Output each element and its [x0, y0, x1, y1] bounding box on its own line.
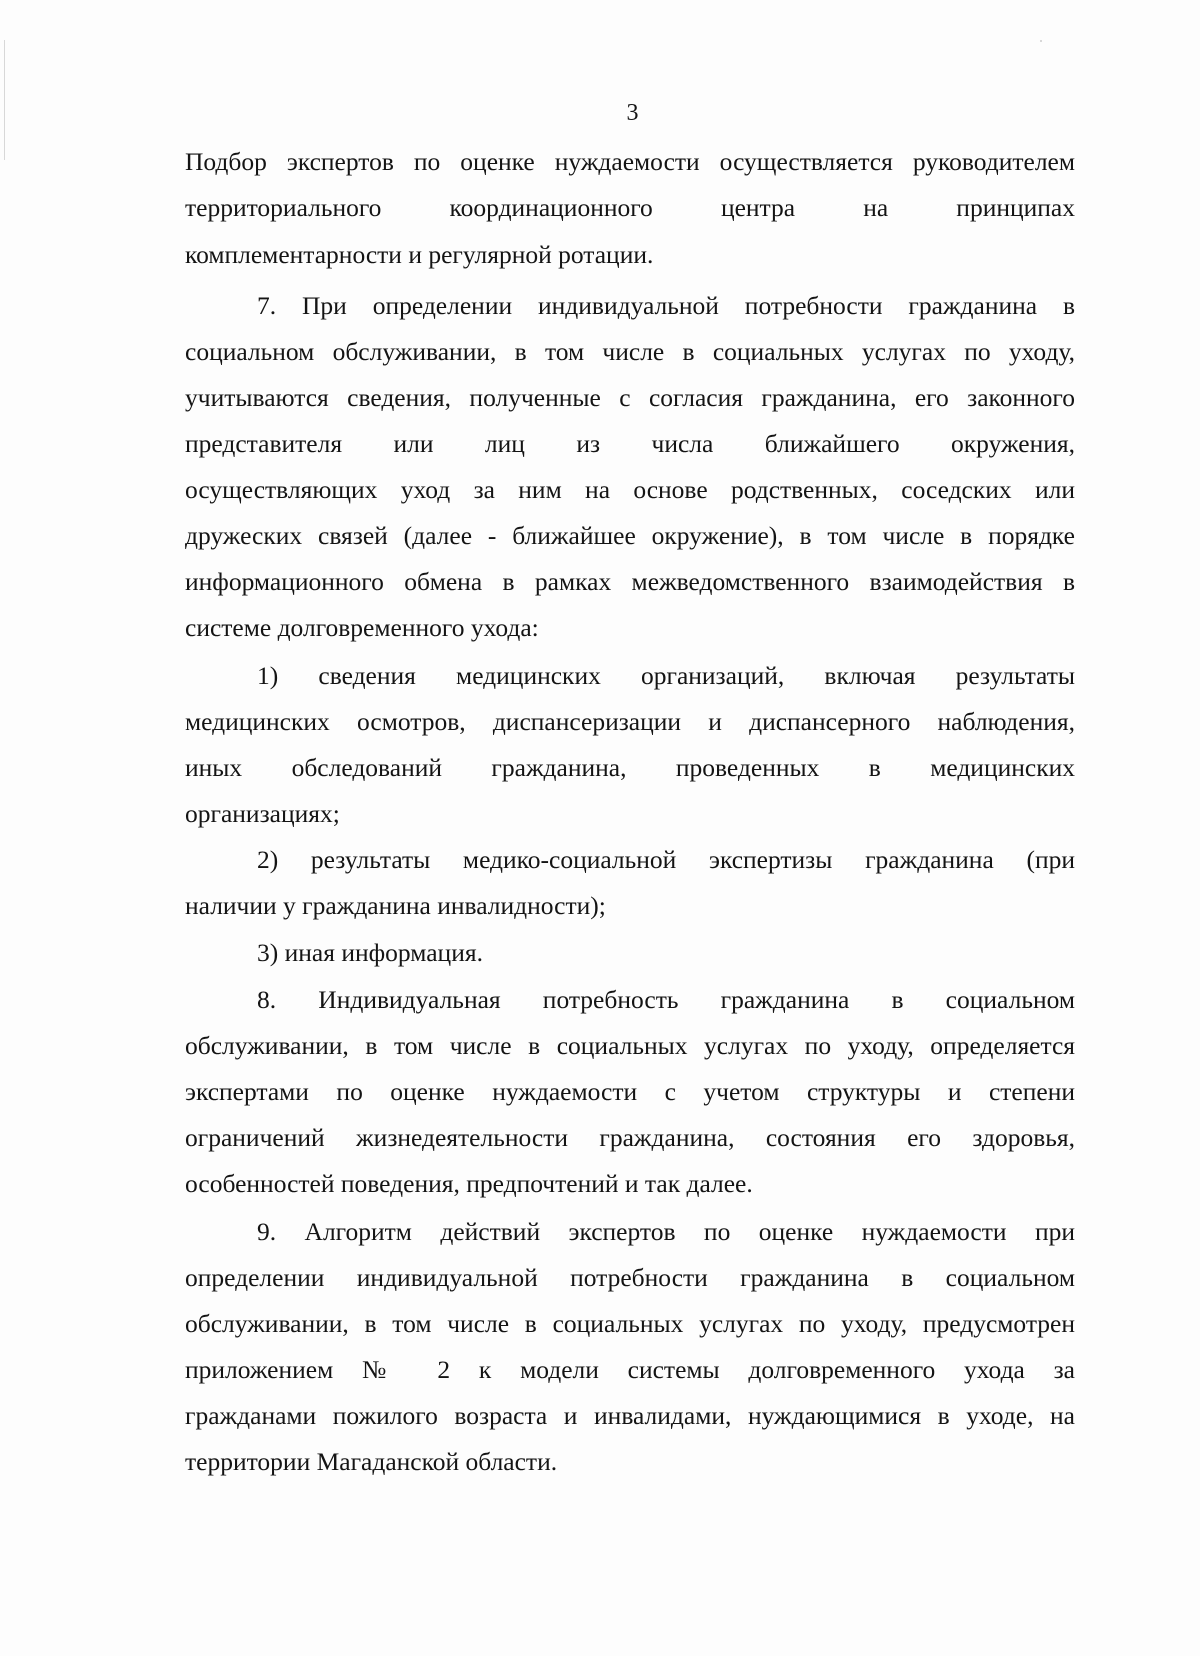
text-line: наличии у гражданина инвалидности); [185, 891, 606, 920]
text-line: территории Магаданской области. [185, 1447, 558, 1476]
text-line: ограничений жизнедеятельности гражданина, состояния его здоровья, [185, 1123, 1075, 1152]
text-line: учитываются сведения, полученные с согласия гражданина, его законного [185, 383, 1075, 412]
text-line: информационного обмена в рамках межведомственного взаимодействия в [185, 567, 1075, 596]
text-line: социальном обслуживании, в том числе в социальных услугах по уходу, [185, 337, 1075, 366]
text-line: экспертами по оценке нуждаемости с учетом структуры и степени [185, 1077, 1075, 1106]
text-line: системе долговременного ухода: [185, 613, 539, 642]
text-line: территориального координационного центра на принципах [185, 193, 1075, 222]
page-number: 3 [626, 100, 639, 126]
text-line: 9. Алгоритм действий экспертов по оценке нуждаемости при [257, 1217, 1075, 1246]
text-line: 1) сведения медицинских организаций, включая результаты [257, 661, 1075, 690]
text-line: комплементарности и регулярной ротации. [185, 240, 654, 269]
text-line: 7. При определении индивидуальной потребности гражданина в [257, 291, 1075, 320]
text-line: 2) результаты медико-социальной экспертизы гражданина (при [257, 845, 1075, 874]
text-line: организациях; [185, 799, 340, 828]
text-line: обслуживании, в том числе в социальных услугах по уходу, определяется [185, 1031, 1075, 1060]
text-line: приложением № 2 к модели системы долговременного ухода за [185, 1355, 1075, 1384]
text-line: гражданами пожилого возраста и инвалидами, нуждающимися в уходе, на [185, 1401, 1075, 1430]
text-line: осуществляющих уход за ним на основе родственных, соседских или [185, 475, 1075, 504]
text-line: особенностей поведения, предпочтений и так далее. [185, 1169, 753, 1198]
text-line: медицинских осмотров, диспансеризации и диспансерного наблюдения, [185, 707, 1075, 736]
text-line: иных обследований гражданина, проведенных в медицинских [185, 753, 1075, 782]
text-line: представителя или лиц из числа ближайшего окружения, [185, 429, 1075, 458]
text-line: Подбор экспертов по оценке нуждаемости осуществляется руководителем [185, 147, 1075, 176]
scan-mark [1040, 40, 1042, 42]
text-line: определении индивидуальной потребности гражданина в социальном [185, 1263, 1075, 1292]
text-line: дружеских связей (далее - ближайшее окружение), в том числе в порядке [185, 521, 1075, 550]
text-line: обслуживании, в том числе в социальных услугах по уходу, предусмотрен [185, 1309, 1075, 1338]
text-line: 3) иная информация. [257, 938, 483, 967]
text-line: 8. Индивидуальная потребность гражданина в социальном [257, 985, 1075, 1014]
